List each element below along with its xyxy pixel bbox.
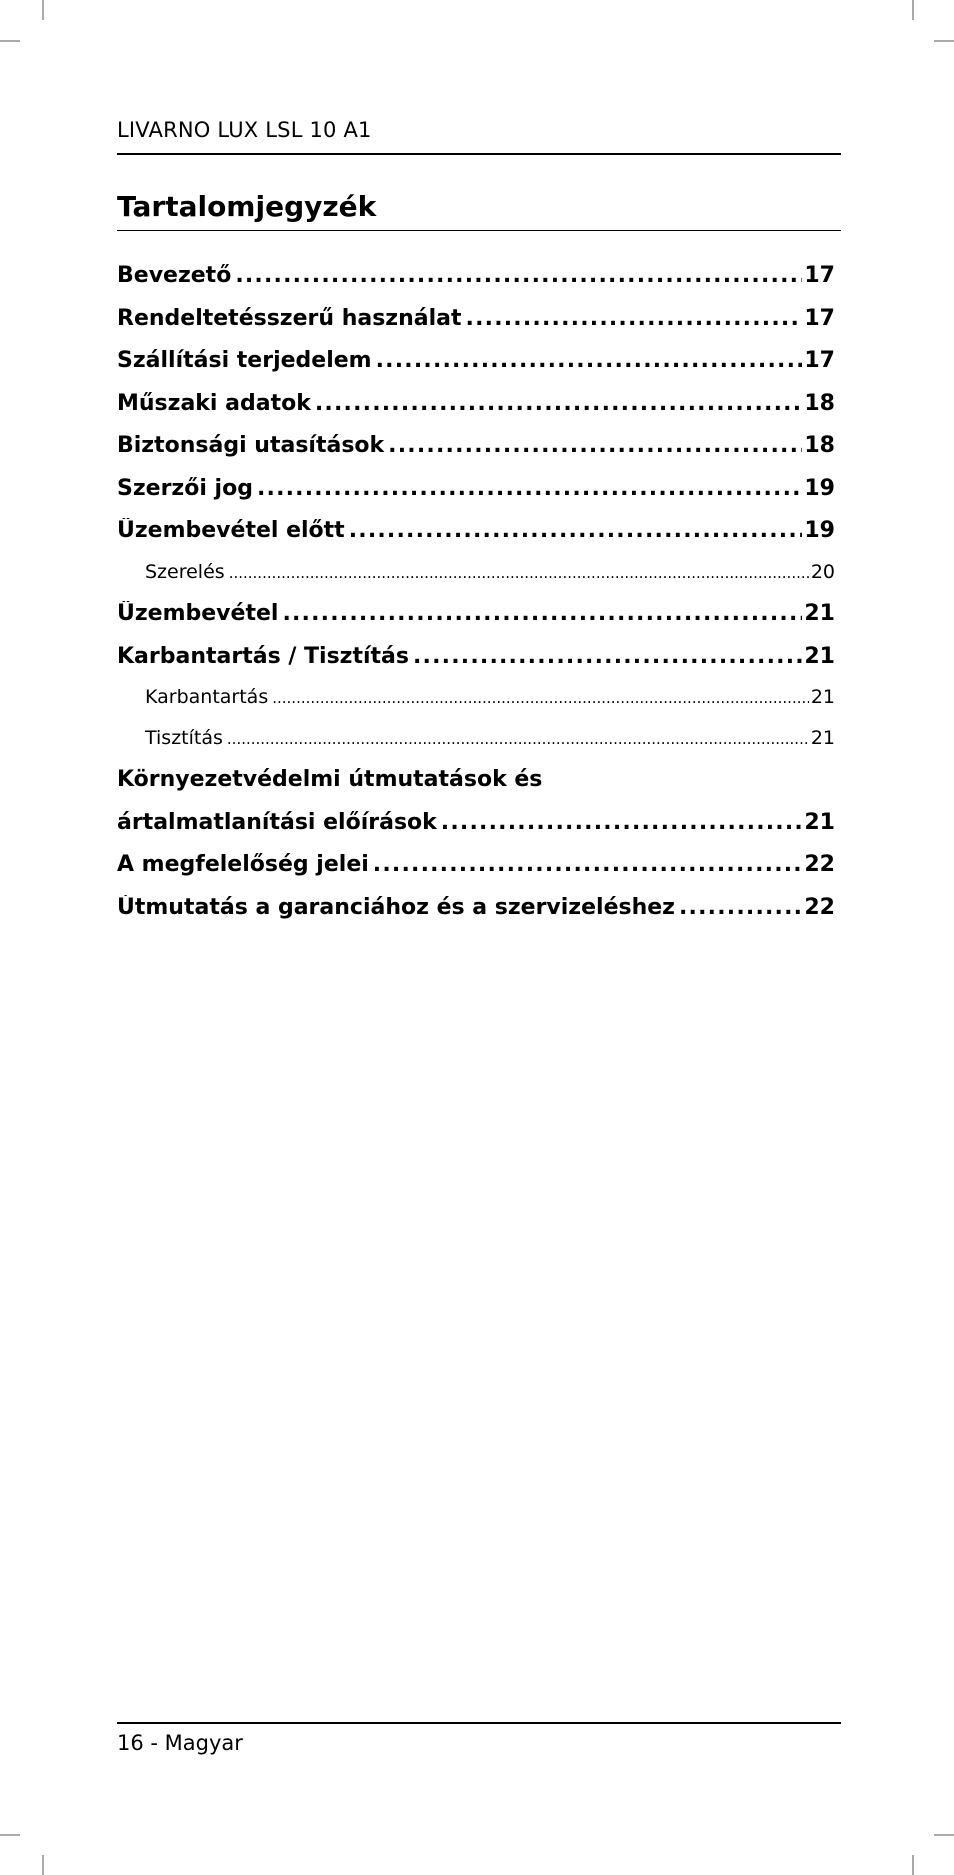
toc-entry[interactable]: [117, 391, 835, 434]
toc-entry-label: Szerelés: [145, 560, 225, 583]
toc-entry-label: Műszaki adatok: [117, 390, 311, 416]
header-rule: [117, 153, 841, 155]
toc-entry[interactable]: [117, 263, 835, 306]
toc-entry-label: Karbantartás / Tisztítás: [117, 643, 409, 669]
toc-entry-label: Biztonsági utasítások: [117, 433, 385, 458]
toc-entry-page: 19: [804, 518, 835, 543]
dot-leader: [679, 895, 802, 920]
toc-entry[interactable]: [117, 810, 835, 853]
toc-entry[interactable]: [117, 895, 835, 938]
crop-mark: [0, 1834, 20, 1836]
toc-entry-page: 17: [804, 305, 835, 331]
crop-mark: [42, 0, 44, 20]
dot-leader: [441, 810, 803, 835]
toc-entry-label: Karbantartás: [145, 686, 269, 708]
toc-entry-page: 19: [804, 475, 835, 501]
toc-entry-page: 21: [804, 643, 835, 669]
table-of-contents: [117, 263, 835, 937]
toc-entry[interactable]: [117, 767, 835, 810]
dot-leader: [466, 306, 803, 331]
toc-entry[interactable]: [117, 727, 835, 768]
toc-entry[interactable]: [117, 561, 835, 602]
title-rule: [117, 230, 841, 231]
dot-leader: [315, 391, 803, 416]
crop-mark: [934, 40, 954, 42]
dot-leader: [257, 476, 802, 501]
dot-leader: [388, 433, 802, 458]
toc-entry-page: 21: [804, 809, 835, 835]
toc-entry-page: 22: [804, 894, 835, 920]
toc-entry-page: 21: [810, 686, 835, 708]
toc-entry[interactable]: [117, 476, 835, 519]
page-footer: 16 - Magyar: [117, 1731, 243, 1755]
toc-entry-label: Környezetvédelmi útmutatások és: [117, 767, 543, 792]
dot-leader: [235, 263, 802, 288]
toc-entry-label: Üzembevétel: [117, 601, 279, 626]
toc-entry-page: 22: [804, 852, 835, 877]
dot-leader: [227, 730, 809, 748]
toc-entry-page: 18: [804, 433, 835, 458]
dot-leader: [282, 601, 802, 626]
toc-entry[interactable]: [117, 852, 835, 895]
crop-mark: [934, 1834, 954, 1836]
toc-entry-label: ártalmatlanítási előírások: [117, 809, 437, 835]
dot-leader: [229, 564, 809, 582]
toc-entry-label: Rendeltetésszerű használat: [117, 305, 462, 331]
toc-entry-page: 17: [804, 348, 835, 373]
toc-entry[interactable]: [117, 601, 835, 644]
toc-title: Tartalomjegyzék: [117, 190, 377, 223]
dot-leader: [413, 644, 802, 669]
running-header: LIVARNO LUX LSL 10 A1: [117, 118, 372, 142]
toc-entry[interactable]: [117, 644, 835, 687]
dot-leader: [349, 518, 803, 543]
dot-leader: [373, 852, 803, 877]
crop-mark: [0, 40, 20, 42]
toc-entry[interactable]: [117, 686, 835, 727]
footer-rule: [117, 1722, 841, 1724]
dot-leader: [376, 348, 803, 373]
crop-mark: [912, 1855, 914, 1875]
toc-entry[interactable]: [117, 518, 835, 561]
toc-entry-page: 17: [804, 263, 835, 288]
toc-entry-label: Szállítási terjedelem: [117, 348, 372, 373]
toc-entry[interactable]: [117, 306, 835, 349]
toc-entry-page: 20: [810, 560, 835, 583]
toc-entry-page: 18: [804, 390, 835, 416]
toc-entry[interactable]: [117, 433, 835, 476]
toc-entry-page: 21: [804, 601, 835, 626]
toc-entry[interactable]: [117, 348, 835, 391]
toc-entry-label: Útmutatás a garanciához és a szervizeléshez: [117, 894, 675, 920]
toc-entry-label: Bevezető: [117, 263, 232, 288]
toc-entry-page: 21: [810, 726, 835, 749]
toc-entry-label: Szerzői jog: [117, 475, 253, 501]
toc-entry-label: Tisztítás: [145, 726, 223, 749]
toc-entry-label: Üzembevétel előtt: [117, 518, 345, 543]
toc-entry-label: A megfelelőség jelei: [117, 852, 369, 877]
crop-mark: [42, 1855, 44, 1875]
dot-leader: [272, 689, 809, 707]
crop-mark: [912, 0, 914, 20]
